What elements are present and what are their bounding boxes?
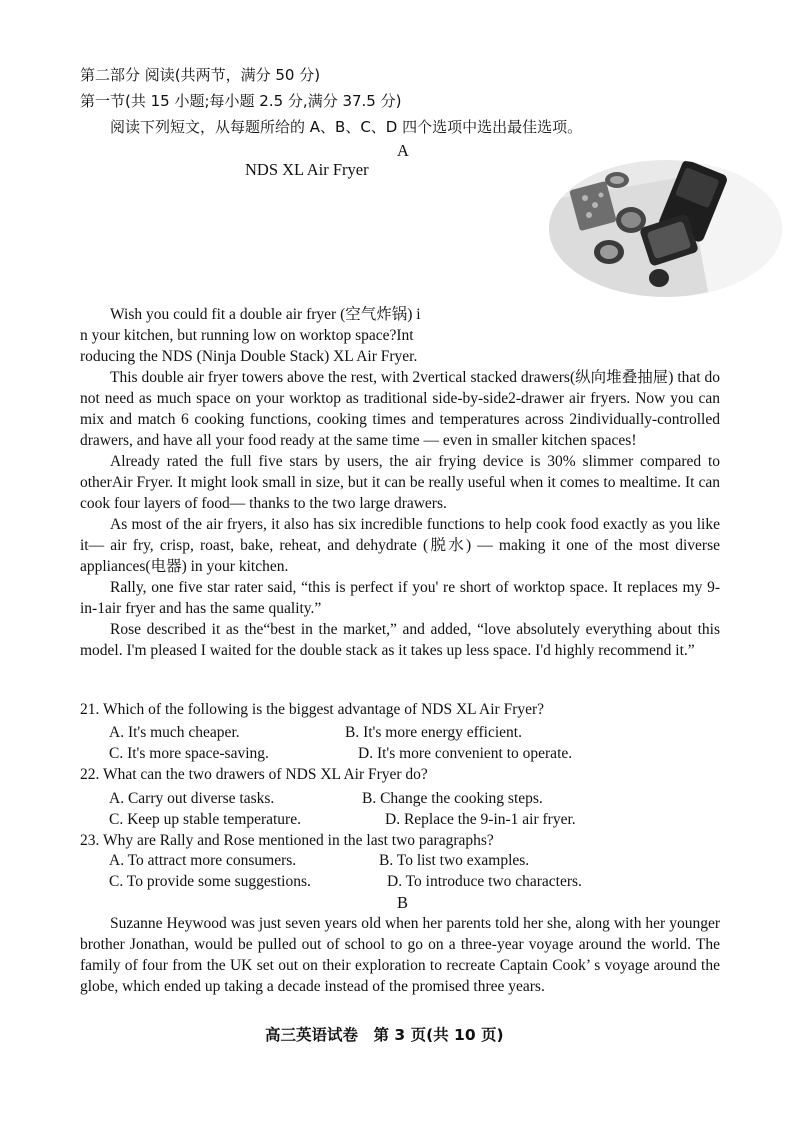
- passage-a-paragraph-3: Already rated the full five stars by users, the air frying device is 30% slimmer compared to otherAir Fryer. It might look small in size, but it can be really useful when it comes to mealtime. It can cook four layers of food— thanks to the two large drawers.: [80, 453, 720, 512]
- paragraph-1-line-1: Wish you could fit a double air fryer (空气炸锅) i: [110, 306, 421, 323]
- question-22-stem: 22. What can the two drawers of NDS XL Air Fryer do?: [80, 766, 428, 783]
- passage-a-title: NDS XL Air Fryer: [245, 160, 369, 179]
- part-title: 第二部分 阅读(共两节，满分 50 分): [80, 66, 321, 84]
- instruction-text: 阅读下列短文，从每题所给的 A、B、C、D 四个选项中选出最佳选项。: [110, 118, 583, 136]
- question-21-option-a: A. It's much cheaper.: [109, 724, 240, 741]
- question-22-option-c: C. Keep up stable temperature.: [109, 811, 301, 828]
- passage-b-letter: B: [397, 893, 409, 912]
- question-21-option-b: B. It's more energy efficient.: [345, 724, 522, 741]
- question-23-stem: 23. Why are Rally and Rose mentioned in the last two paragraphs?: [80, 832, 494, 849]
- passage-a-paragraph-6: Rose described it as the“best in the market,” and added, “love absolutely everything about this model. I'm pleased I waited for the double stack as it takes up less space. I'd highly recommend it.”: [80, 621, 720, 659]
- question-22-option-a: A. Carry out diverse tasks.: [109, 790, 275, 807]
- question-22-option-b: B. Change the cooking steps.: [362, 790, 543, 807]
- passage-a-paragraph-2: This double air fryer towers above the rest, with 2vertical stacked drawers(纵向堆叠抽屉) that do not need as much space on your worktop as traditional side-by-side2-drawer air fryers. Now you can mix and match 6 cooking functions, cooking times and temperatures across 2individually-controlled drawers, and have all your food ready at the same time — even in smaller kitchen spaces!: [80, 369, 720, 449]
- question-22-option-d: D. Replace the 9-in-1 air fryer.: [385, 811, 576, 828]
- passage-a-body: [80, 304, 720, 661]
- passage-a-paragraph-4: As most of the air fryers, it also has six incredible functions to help cook food exactly as you like it— air fry, crisp, roast, bake, reheat, and dehydrate (脱水) — making it one of the most diverse appliances(电器) in your kitchen.: [80, 516, 720, 575]
- question-23-option-a: A. To attract more consumers.: [109, 852, 297, 869]
- question-23-option-d: D. To introduce two characters.: [387, 873, 582, 890]
- question-23-option-c: C. To provide some suggestions.: [109, 873, 311, 890]
- paragraph-1-line-2: n your kitchen, but running low on worktop space?Int: [80, 327, 414, 344]
- passage-b-body: [80, 913, 720, 997]
- section-title: 第一节(共 15 小题;每小题 2.5 分,满分 37.5 分): [80, 92, 402, 110]
- air-fryer-image: [549, 160, 782, 297]
- air-fryer-photo: [549, 160, 782, 297]
- page-footer: 高三英语试卷 第 3 页(共 10 页): [265, 1026, 504, 1044]
- passage-a-paragraph-1: [80, 304, 455, 367]
- paragraph-1-line-3: roducing the NDS (Ninja Double Stack) XL Air Fryer.: [80, 348, 418, 365]
- question-21-option-c: C. It's more space-saving.: [109, 745, 269, 762]
- question-21-option-d: D. It's more convenient to operate.: [358, 745, 573, 762]
- question-21-stem: 21. Which of the following is the biggest advantage of NDS XL Air Fryer?: [80, 701, 545, 718]
- passage-a-paragraph-5: Rally, one five star rater said, “this is perfect if you' re short of worktop space. It replaces my 9-in-1air fryer and has the same quality.”: [80, 579, 720, 617]
- question-23-option-b: B. To list two examples.: [379, 852, 530, 869]
- passage-b-paragraph-1: Suzanne Heywood was just seven years old when her parents told her she, along with her younger brother Jonathan, would be pulled out of school to go on a three-year voyage around the world. The family of four from the UK set out on their exploration to recreate Captain Cook’ s voyage around the globe, which ended up taking a decade instead of the promised three years.: [80, 915, 720, 995]
- passage-a-letter: A: [397, 141, 409, 160]
